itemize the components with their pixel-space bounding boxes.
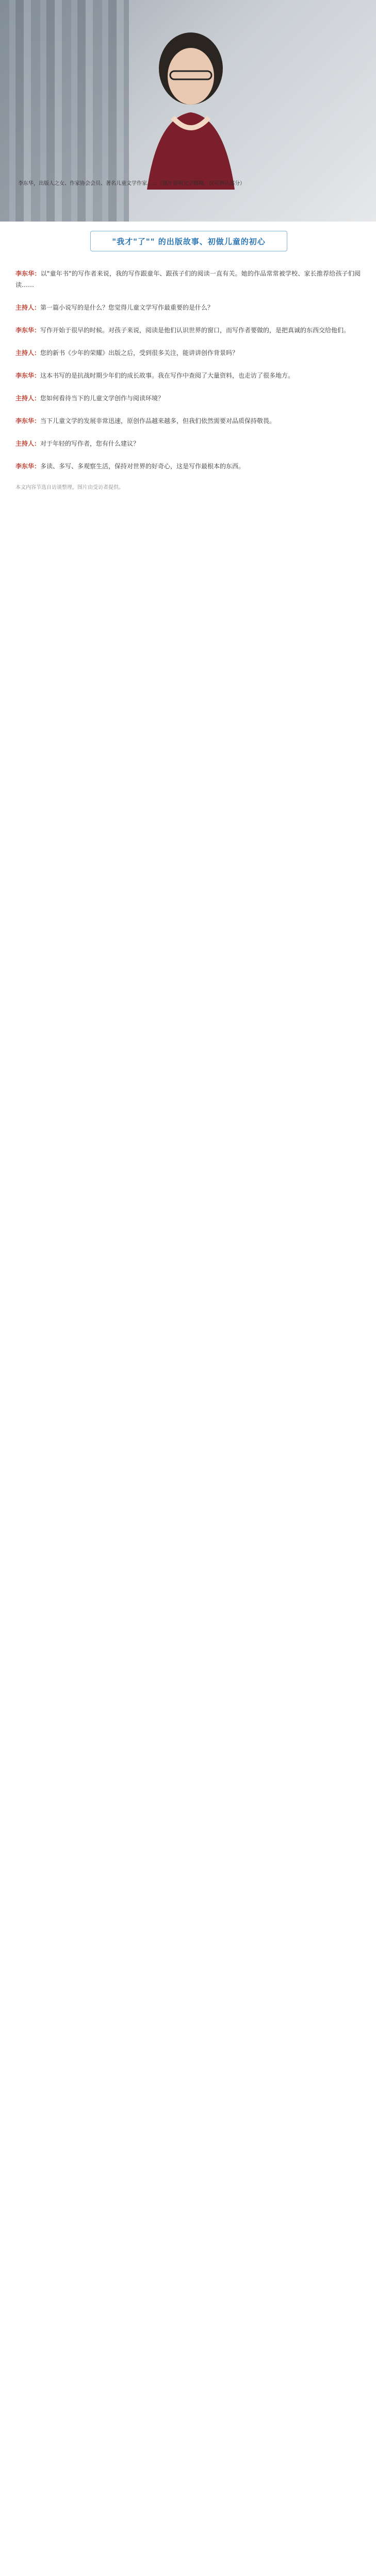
article-body (15, 268, 361, 493)
paragraph-text: 写作开始于很早的时候。对孩子来说，阅读是他们认识世界的窗口，而写作者要做的，是把真诚的东西交给他们。 (40, 327, 350, 334)
paragraph-text: 当下儿童文学的发展非常迅速，原创作品越来越多，但我们依然需要对品质保持敬畏。 (40, 417, 276, 425)
speaker-label: 李东华： (15, 327, 41, 334)
interview-paragraph (15, 370, 361, 381)
article-title-banner: "我才"了"" 的出版故事、初做儿童的初心 (90, 231, 287, 251)
author-portrait (126, 20, 255, 190)
interview-paragraph (15, 325, 361, 336)
paragraph-text: 这本书写的是抗战时期少年们的成长故事。我在写作中查阅了大量资料，也走访了很多地方。 (40, 372, 295, 379)
speaker-label: 李东华： (15, 417, 41, 425)
paragraph-text: 您的新书《少年的荣耀》出版之后，受到很多关注，能讲讲创作背景吗？ (40, 349, 239, 357)
hero-photo (0, 0, 376, 222)
paragraph-text: 对于年轻的写作者，您有什么建议？ (40, 440, 140, 447)
interview-paragraph (15, 302, 361, 313)
speaker-label: 主持人： (15, 304, 41, 311)
speaker-label: 李东华： (15, 270, 41, 277)
speaker-label: 李东华： (15, 372, 41, 379)
speaker-label: 主持人： (15, 349, 41, 357)
paragraph-text: 多读、多写、多观察生活，保持对世界的好奇心，这是写作最根本的东西。 (40, 463, 245, 470)
interview-paragraph (15, 268, 361, 291)
paragraph-text: 以"童年书"的写作者来说，我的写作跟童年、跟孩子们的阅读一直有关。她的作品常常被学校、家长推荐给孩子们阅读…… (15, 270, 361, 289)
interview-paragraph (15, 393, 361, 404)
interview-paragraph (15, 461, 361, 472)
speaker-label: 主持人： (15, 395, 41, 402)
paragraph-text: 第一篇小说写的是什么？您觉得儿童文学写作最重要的是什么？ (40, 304, 214, 311)
footer-note: 本文内容节选自访谈整理，图片由受访者提供。 (15, 485, 124, 490)
interview-paragraph (15, 438, 361, 449)
bookshelf-background (0, 0, 129, 222)
speaker-label: 主持人： (15, 440, 41, 447)
speaker-label: 李东华： (15, 463, 41, 470)
paragraph-text: 您如何看待当下的儿童文学创作与阅读环境？ (40, 395, 165, 402)
hero-caption: 李东华，出版人之女、作家协会会员、著名儿童文学作家……（照片说明文字模糊，仅可辨认部分） (18, 181, 245, 187)
interview-paragraph (15, 347, 361, 359)
interview-paragraph (15, 415, 361, 427)
